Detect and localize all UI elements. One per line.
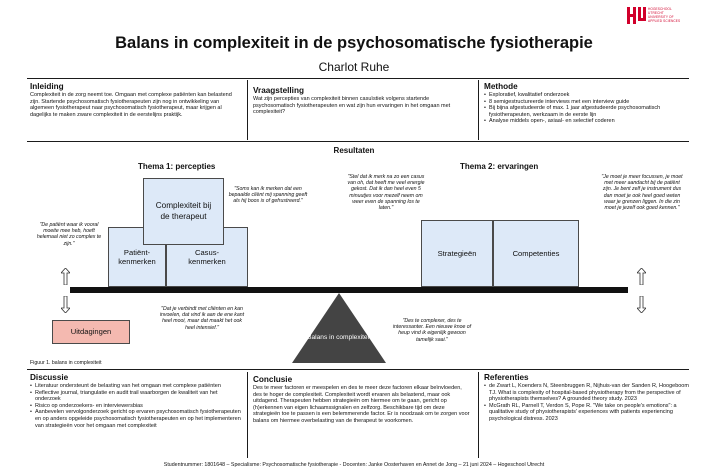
quote-energie: "Stel dat ik merk na zo een casus van oh, dat heeft me veel energie gekost. Dat ik dan heel even 5 minuutjes voor mezelf neem om weer even de spanning los te laten." (347, 174, 425, 212)
referentie-item: • McGrath RL, Parnell T, Verdon S, Pope R. "We take on people's emotions": a qualitative study of physiotherapists' experiences with patients experiencing psychological distress. 2023 (484, 403, 692, 423)
vraagstelling-heading: Vraagstelling (253, 86, 304, 95)
quote-moeite: "De patiënt waar ik vooral moeite mee heb, hoeft helemaal niet zo complex te zijn." (36, 222, 102, 247)
conclusie-heading: Conclusie (253, 375, 293, 384)
discussie-section (30, 373, 242, 429)
fulcrum-label: Balans in complexiteit (307, 334, 371, 341)
box-casuskenmerken: Casus-kenmerken (166, 227, 248, 287)
quote-focussen: "Je moet je meer focussen, je moet met meer aandacht bij de patiënt zijn. Je bent zelf je instrument dus dan moet je ook heel goed weten waar je grenzen liggen. In die zin moet je jezelf ook goed kennen." (601, 174, 683, 212)
referentie-item: • de Zwart L, Koenders N, Steenbruggen R, Nijhuis-van der Sanden R, Hoogeboom TJ. What is complexity of hospital-based physiotherapy from the perspective of physiotherapists themselves? A grounded theory study. 2023 (484, 383, 692, 403)
box-strategieen: Strategieën (421, 220, 493, 287)
vraagstelling-section (253, 86, 471, 116)
divider-v3 (247, 372, 248, 458)
poster-author: Charlot Ruhe (318, 60, 390, 74)
poster-title: Balans in complexiteit in de psychosomatische fysiotherapie (115, 34, 593, 52)
arrow-down-left-icon (61, 296, 70, 313)
conclusie-section (253, 375, 471, 425)
hu-logo-mark (626, 5, 646, 27)
inleiding-heading: Inleiding (30, 82, 64, 91)
methode-item: • Analyse middels open-, axiaal- en selectief coderen (484, 118, 692, 125)
divider-v4 (478, 372, 479, 458)
vraagstelling-text: Wat zijn percepties van complexiteit binnen casuïstiek volgens startende psychosomatisch fysiotherapeuten en wat zijn hun ervaringen in het omgaan met complexiteit? (253, 96, 451, 116)
methode-item: • 8 semigestructureerde interviews met een interview guide (484, 99, 692, 106)
discussie-item: • Risico op onderzoekers- en interviewersbias (30, 403, 242, 410)
figure-caption: Figuur 1. balans in complexiteit (30, 360, 102, 366)
conclusie-text: Des te meer factoren er meespelen en des te meer deze factoren elkaar beïnvloeden, des te hoger de complexiteit. Complexiteit wordt ervaren als belastend, maar ook uitdagend. Therapeuten hebben strategieën om hiermee om te gaan, gericht op (h)erkennen van eigen lichaamssignalen en zelfzorg. Beschikbare tijd om deze strategieën toe te passen is een belemmerende factor. Er is noodzaak om te zorgen voor balans om hiermee overbelasting van de therapeut te voorkomen. (253, 385, 470, 424)
inleiding-text: Complexiteit in de zorg neemt toe. Omgaan met complexe patiënten kan belastend zijn. Startende psychosomatisch fysiotherapeuten zijn nog in ontwikkeling van algemeen fysiotherapeut naar psychosomatisch fysiotherapeut, maar krijgen al dagelijks te maken zware complexiteit in de eerstelijns praktijk. (30, 92, 232, 118)
methode-item: • Exploratief, kwalitatief onderzoek (484, 92, 692, 99)
divider-v2 (478, 80, 479, 140)
methode-item: • Bij bijna afgestudeerde of max. 1 jaar afgestudeerde psychosomatisch fysiotherapeuten, werkzaam in de eerste lijn (484, 105, 692, 118)
poster-footer: Studentnummer: 1801648 – Specialisme: Psychosomatische fysiotherapie - Docenten: Janke Oosterhaven en Annet de Jong – 21 juni 2024 – Hogeschool Utrecht (163, 462, 545, 468)
divider-top (27, 78, 689, 79)
inleiding-section (30, 82, 242, 118)
discussie-heading: Discussie (30, 373, 69, 382)
methode-heading: Methode (484, 82, 518, 91)
quote-verbinden: "Dat je verbindt met cliënten en kan invoelen, dat vind ik aan de ene kant heel mooi, maar dat maakt het ook heel intensief." (159, 306, 245, 331)
divider-results-top (27, 141, 689, 142)
balance-fulcrum (292, 293, 386, 363)
methode-section (484, 82, 692, 125)
quote-interessanter: "Des te complexer, des te interessanter. Een nieuwe knoe of heup vind ik eigenlijk gewoon tamelijk saai." (392, 318, 472, 343)
thema2-heading: Thema 2: ervaringen (460, 162, 539, 171)
referenties-heading: Referenties (484, 373, 529, 382)
hu-logo (626, 5, 684, 31)
discussie-item: • Reflective journal, triangulatie en audit trail waarborgen de kwaliteit van het onderzoek (30, 390, 242, 403)
divider-v1 (247, 80, 248, 140)
discussie-item: • Aanbevelen vervolgonderzoek gericht op ervaren psychosomatisch fysiotherapeuten en op anders opgeleide psychosomatisch fysiotherapeuten en op het implementeren van strategieën voor het omgaan met complexiteit (30, 409, 242, 429)
box-complexiteit-therapeut: Complexiteit bij de therapeut (143, 178, 224, 245)
resultaten-heading: Resultaten (333, 146, 375, 155)
hu-logo-text: HOGESCHOOL UTRECHT UNIVERSITY OF APPLIED SCIENCES (648, 7, 681, 23)
discussie-item: • Literatuur ondersteunt de belasting van het omgaan met complexe patiënten (30, 383, 242, 390)
quote-spanning: "Soms kan ik merken dat een bepaalde cliënt mij spanning geeft als hij boos is of gefrustreerd." (228, 186, 308, 205)
box-patientkenmerken: Patiënt-kenmerken (108, 227, 166, 287)
box-competenties: Competenties (493, 220, 579, 287)
arrow-up-left-icon (61, 268, 70, 285)
arrow-down-right-icon (637, 296, 646, 313)
referenties-section (484, 373, 692, 423)
divider-bottom (27, 369, 689, 370)
box-uitdagingen: Uitdagingen (52, 320, 130, 344)
thema1-heading: Thema 1: percepties (138, 162, 216, 171)
arrow-up-right-icon (637, 268, 646, 285)
